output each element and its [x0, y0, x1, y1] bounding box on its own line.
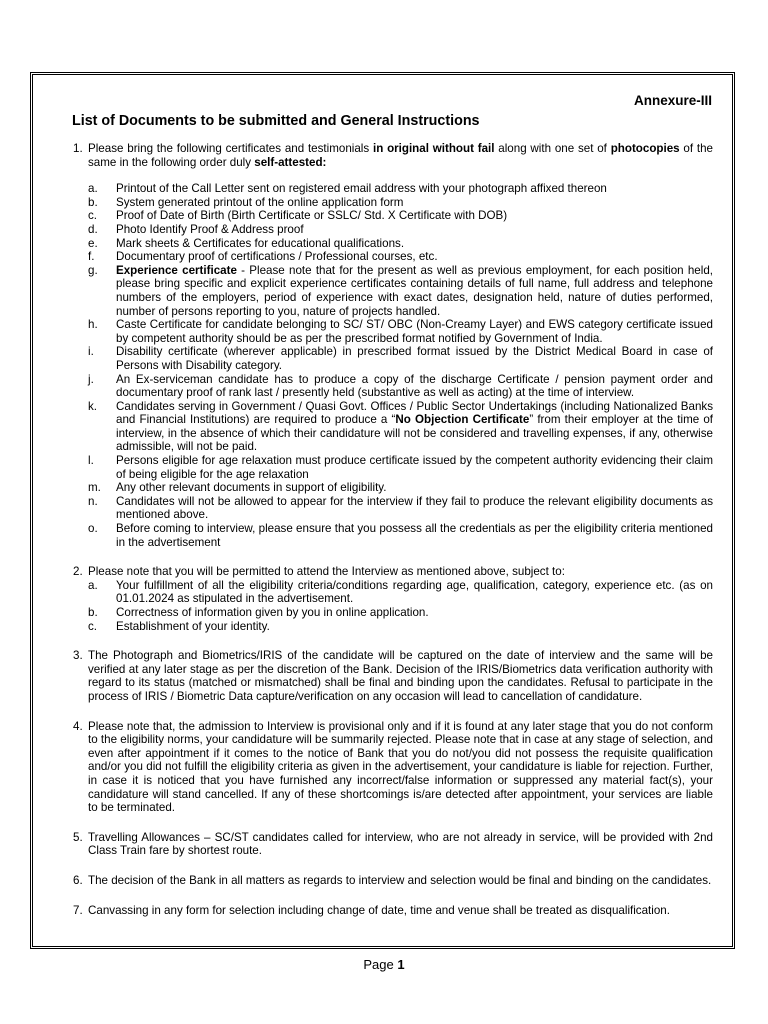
condition-item-a: a. Your fulfillment of all the eligibility criteria/conditions regarding age, qualification, category, experience etc. (as on 01.01.2024 as stipulated in the advertisement.	[88, 578, 713, 606]
document-item-j: j. An Ex-serviceman candidate has to produce a copy of the discharge Certificate / pension payment order and documentary proof of rank last / presently held (substantive as well as acting) at the time of interview.	[88, 372, 713, 400]
instruction-1: 1. Please bring the following certificates and testimonials in original without fail along with one set of photocopies of the same in the following order duly self-attested:	[73, 142, 713, 169]
document-item-e: e. Mark sheets & Certificates for educational qualifications.	[88, 236, 405, 250]
item-number: 4.	[73, 719, 83, 733]
document-item-d: d. Photo Identify Proof & Address proof	[88, 222, 304, 236]
item-number: 3.	[73, 649, 83, 663]
document-item-l: l. Persons eligible for age relaxation must produce certificate issued by the competent authority evidencing their claim of being eligible for the age relaxation	[88, 454, 713, 481]
document-item-i: i. Disability certificate (wherever applicable) in prescribed format issued by the District Medical Board in case of Persons with Disability category.	[88, 345, 713, 372]
item-number: 2.	[73, 565, 83, 579]
page-label: Page	[363, 957, 398, 972]
condition-item-b: b. Correctness of information given by you in online application.	[88, 606, 429, 619]
document-item-c: c. Proof of Date of Birth (Birth Certificate or SSLC/ Std. X Certificate with DOB)	[88, 209, 508, 223]
item-number: 5.	[73, 830, 83, 844]
instruction-3: 3. The Photograph and Biometrics/IRIS of the candidate will be captured on the date of interview and the same will be verified at any later stage as per the discretion of the Bank. Decision of the IRIS/Biometrics data verification authority with regard to its status (matched or mismatched) shall be final and binding upon the candidates. Refusal to participate in the process of IRIS / Biometric Data capture/verification on any occasion will lead to cancellation of candidature.	[73, 649, 713, 703]
document-item-h: h. Caste Certificate for candidate belonging to SC/ ST/ OBC (Non-Creamy Layer) and EWS category certificate issued by competent authority should be as per the prescribed format notified by Government of India.	[88, 318, 713, 345]
document-item-f: f. Documentary proof of certifications / Professional courses, etc.	[88, 250, 438, 264]
annexure-label: Annexure-III	[633, 93, 712, 108]
document-item-m: m. Any other relevant documents in support of eligibility.	[88, 481, 387, 495]
document-item-b: b. System generated printout of the online application form	[88, 195, 404, 209]
document-body	[73, 142, 713, 917]
instruction-4: 4. Please note that, the admission to Interview is provisional only and if it is found at any later stage that you do not conform to the eligibility norms, your candidature will be summarily rejected. Please note that in case at any stage of selection, and even after appointment if it comes to the notice of Bank that you do not/you did not possess the requisite qualification and/or you did not fulfill the eligibility criteria as given in the advertisement, your candidature is liable for rejection. Further, in case it is noticed that you have furnished any incorrect/false information or suppressed any material fact(s), your candidature will stand cancelled. If any of these shortcomings is/are detected after appointment, your services are liable to be terminated.	[73, 719, 713, 815]
instruction-6: 6. The decision of the Bank in all matters as regards to interview and selection would be final and binding on the candidates.	[73, 873, 712, 887]
condition-item-c: c. Establishment of your identity.	[88, 619, 270, 633]
item-number: 1.	[73, 142, 83, 155]
page-title: List of Documents to be submitted and General Instructions	[72, 113, 480, 129]
instruction-5: 5. Travelling Allowances – SC/ST candidates called for interview, who are not already in service, will be provided with 2nd Class Train fare by shortest route.	[73, 830, 713, 858]
page-footer	[0, 957, 768, 972]
item-number: 7.	[73, 903, 83, 917]
item-number: 6.	[73, 873, 83, 887]
document-item-a: a. Printout of the Call Letter sent on registered email address with your photograph affixed thereon	[88, 182, 607, 196]
document-item-o: o. Before coming to interview, please ensure that you possess all the credentials as per the eligibility criteria mentioned in the advertisement	[88, 522, 713, 549]
instruction-7: 7. Canvassing in any form for selection including change of date, time and venue shall be treated as disqualification.	[73, 903, 670, 917]
document-item-n: n. Candidates will not be allowed to appear for the interview if they fail to produce the relevant eligibility documents as mentioned above.	[88, 494, 713, 522]
instruction-2: 2. Please note that you will be permitted to attend the Interview as mentioned above, subject to:	[73, 565, 565, 579]
page-number: 1	[397, 957, 405, 972]
document-item-k: k. Candidates serving in Government / Quasi Govt. Offices / Public Sector Undertakings (including Nationalized Banks and Financial Institutions) are required to produce a “No Objection Certificate” from their employer at the time of interview, in the absence of which their candidature will not be considered and travelling expenses, if any, otherwise admissible, will not be paid.	[88, 399, 713, 454]
document-item-g: g. Experience certificate - Please note that for the present as well as previous employment, for each position held, please bring specific and explicit experience certificates containing details of full name, full address and telephone numbers of the employers, period of experience with exact dates, designation held, nature of duties performed, number of persons reporting to you, nature of projects handled.	[88, 263, 713, 318]
